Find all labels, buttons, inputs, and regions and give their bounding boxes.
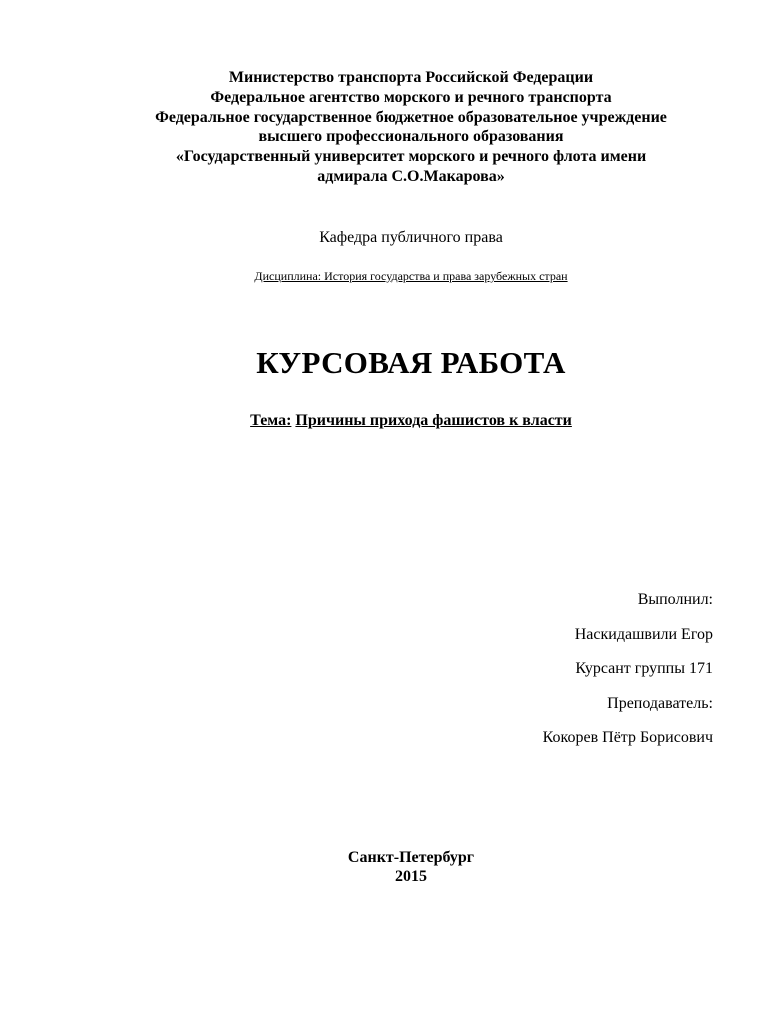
signature-block xyxy=(313,590,713,763)
header-line-ministry: Министерство транспорта Российской Федерации xyxy=(228,69,594,86)
topic-line xyxy=(60,411,762,431)
department-name: Кафедра публичного права xyxy=(319,229,503,246)
teacher-name: Кокорев Пётр Борисович xyxy=(542,729,713,747)
document-title: КУРСОВАЯ РАБОТА xyxy=(256,345,566,380)
header-line-agency: Федеральное агентство морского и речного транспорта xyxy=(210,88,612,106)
topic-label: Тема: xyxy=(250,412,292,429)
topic-title: Причины прихода фашистов к власти xyxy=(295,412,572,429)
performed-label: Выполнил: xyxy=(637,591,713,608)
header-line-institution-type: Федеральное государственное бюджетное образовательное учреждение xyxy=(155,108,667,126)
teacher-label: Преподаватель: xyxy=(607,694,713,712)
header-line-university-name: «Государственный университет морского и речного флота имени xyxy=(175,148,647,166)
year: 2015 xyxy=(395,868,427,885)
header-line-education-level: высшего профессионального образования xyxy=(258,128,564,146)
city-name: Санкт-Петербург xyxy=(347,849,475,866)
city-year-footer xyxy=(60,848,762,886)
student-group: Курсант группы 171 xyxy=(575,660,713,678)
ministry-header xyxy=(60,68,762,187)
discipline-name: Дисциплина: История государства и права зарубежных стран xyxy=(254,269,568,283)
student-name: Наскидашвили Егор xyxy=(574,625,713,643)
header-line-university-name-cont: адмирала С.О.Макарова» xyxy=(317,167,505,185)
